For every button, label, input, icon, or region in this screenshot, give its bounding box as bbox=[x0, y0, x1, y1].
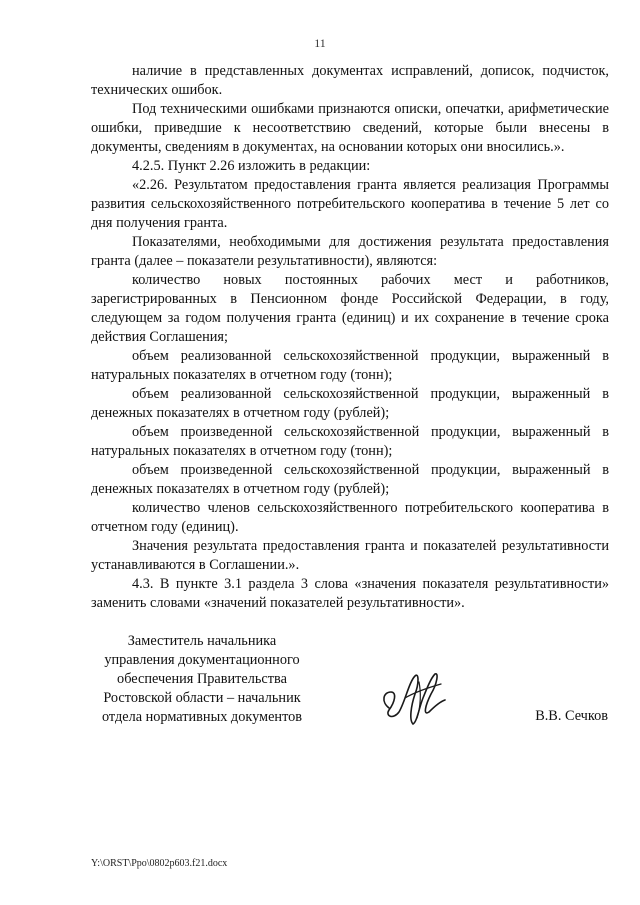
signature-block bbox=[0, 632, 640, 742]
body-paragraph: объем реализованной сельскохозяйственной продукции, выраженный в денежных показателях в отчетном году (рублей); bbox=[91, 386, 609, 421]
body-paragraph: 4.3. В пункте 3.1 раздела 3 слова «значения показателя результативности» заменить словами «значений показателей результативности». bbox=[91, 576, 609, 611]
signer-position bbox=[88, 632, 316, 727]
body-paragraph: 4.2.5. Пункт 2.26 изложить в редакции: bbox=[132, 158, 371, 174]
body-paragraph: объем реализованной сельскохозяйственной продукции, выраженный в натуральных показателях в отчетном году (тонн); bbox=[91, 348, 609, 383]
body-paragraph: Под техническими ошибками признаются описки, опечатки, арифметические ошибки, приведшие к несоответствию сведений, которые были внесены в документы, сведениям в документах, на основании которых они вносились.». bbox=[91, 101, 609, 155]
body-paragraph: объем произведенной сельскохозяйственной продукции, выраженный в натуральных показателях в отчетном году (тонн); bbox=[91, 424, 609, 459]
file-path: Y:\ORST\Ppo\0802p603.f21.docx bbox=[91, 858, 228, 869]
signer-position-line: обеспечения Правительства bbox=[117, 671, 287, 687]
signer-position-line: Ростовской области – начальник bbox=[103, 690, 301, 706]
body-paragraph: объем произведенной сельскохозяйственной продукции, выраженный в денежных показателях в отчетном году (рублей); bbox=[91, 462, 609, 497]
body-paragraph: «2.26. Результатом предоставления гранта является реализация Программы развития сельскохозяйственного потребительского кооператива в течение 5 лет со дня получения гранта. bbox=[91, 177, 609, 231]
body-paragraph: Показателями, необходимыми для достижения результата предоставления гранта (далее – показатели результативности), являются: bbox=[91, 234, 609, 269]
signer-position-line: отдела нормативных документов bbox=[101, 709, 303, 725]
body-paragraph: количество членов сельскохозяйственного потребительского кооператива в отчетном году (единиц). bbox=[91, 500, 609, 535]
document-body bbox=[91, 62, 609, 613]
body-paragraph: наличие в представленных документах исправлений, дописок, подчисток, технических ошибок. bbox=[91, 63, 609, 98]
page-number: 11 bbox=[314, 36, 326, 50]
signer-position-line: управления документационного bbox=[104, 652, 300, 668]
body-paragraph: Значения результата предоставления гранта и показателей результативности устанавливаются в Соглашении.». bbox=[91, 538, 609, 573]
body-paragraph: количество новых постоянных рабочих мест и работников, зарегистрированных в Пенсионном фонде Российской Федерации, в году, следующем за годом получения гранта (единиц) и их сохранение в течение срока действия Соглашения; bbox=[91, 272, 609, 345]
signer-position-line: Заместитель начальника bbox=[127, 633, 277, 649]
handwritten-signature-icon bbox=[375, 662, 453, 732]
signer-name: В.В. Сечков bbox=[535, 708, 608, 724]
